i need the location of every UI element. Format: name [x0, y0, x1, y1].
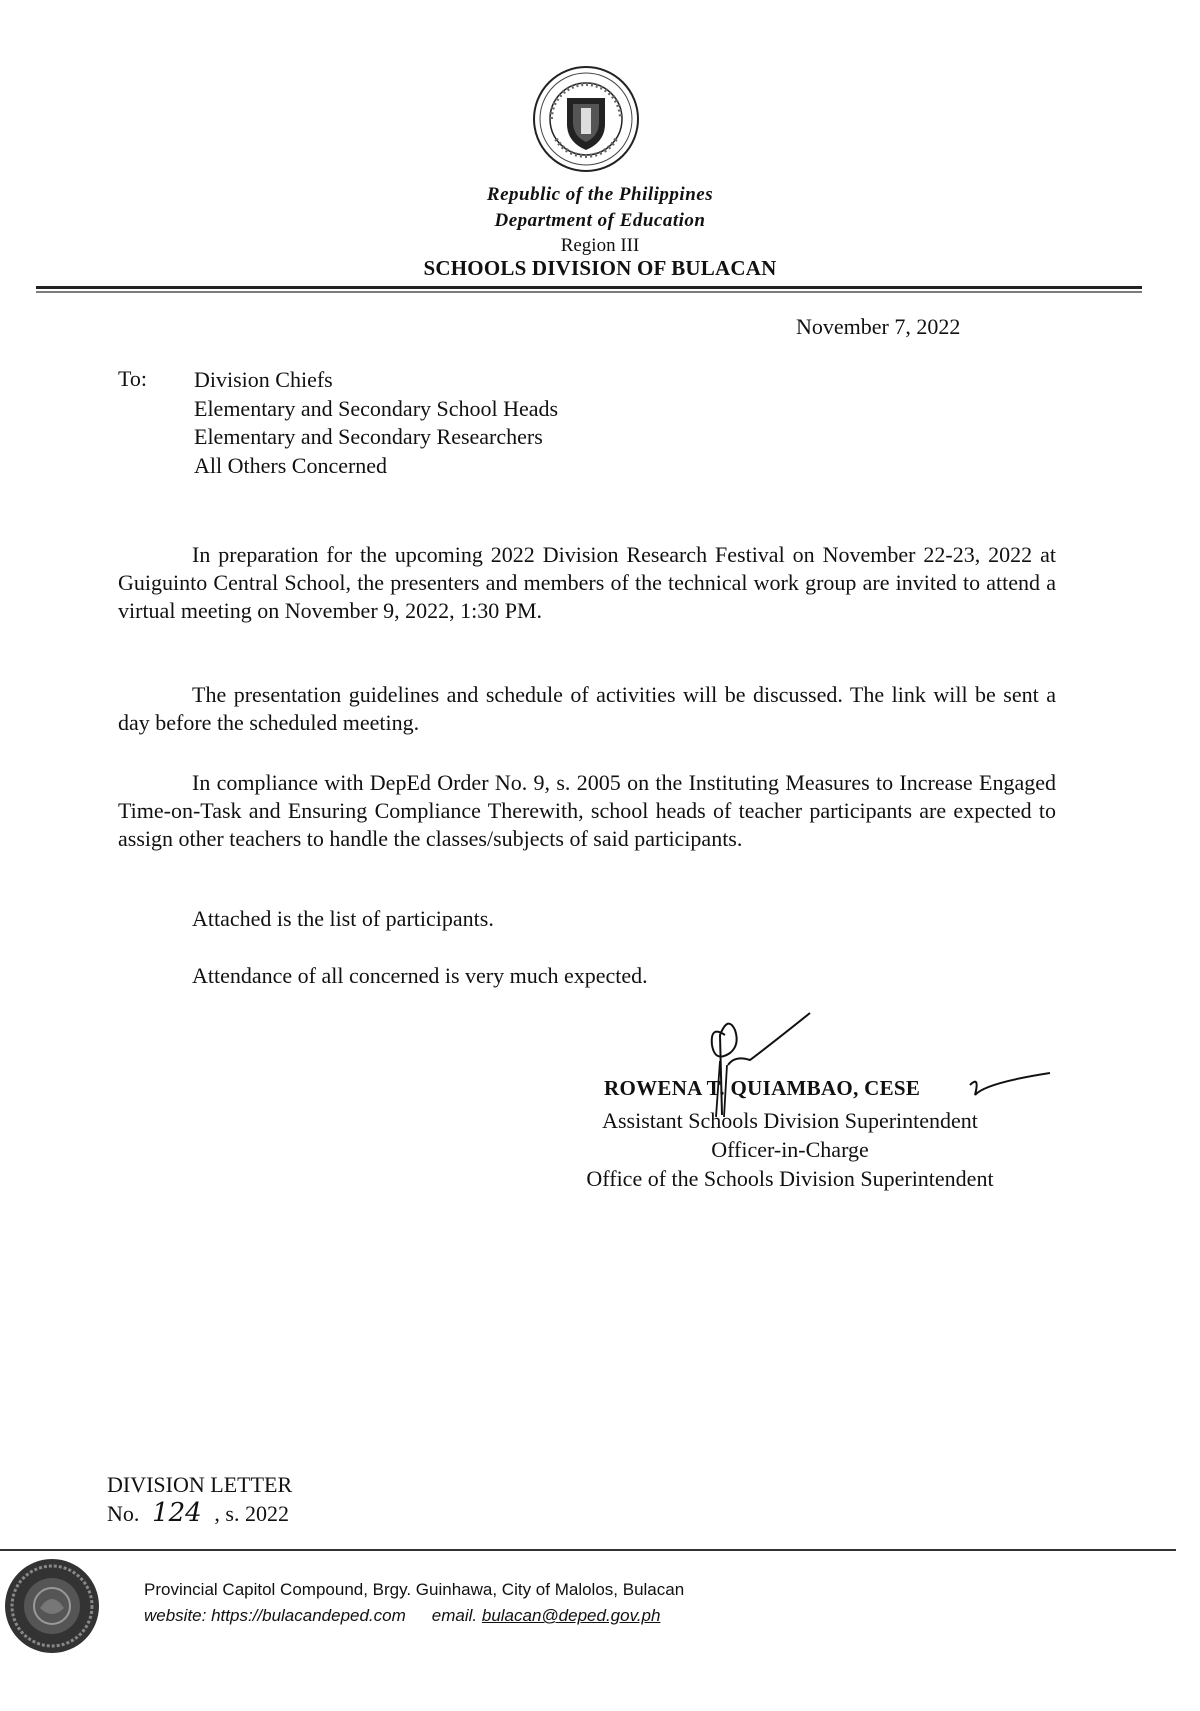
body-paragraph-guidelines: The presentation guidelines and schedule of activities will be discussed. The link will be sent a day before the scheduled meeting. [118, 682, 1056, 735]
footer-website[interactable]: website: https://bulacandeped.com [144, 1606, 406, 1625]
bulacan-seal-logo [2, 1556, 102, 1656]
deped-seal-logo [531, 64, 641, 174]
body-paragraph-attachment: Attached is the list of participants. [192, 906, 494, 931]
signatory-office: Office of the Schools Division Superintendent [586, 1166, 994, 1191]
division-letter-number: 124 [152, 1498, 202, 1528]
letterhead-department: Department of Education [494, 210, 706, 231]
footer-contact [144, 1606, 660, 1626]
signatory-name: ROWENA T. QUIAMBAO, CESE [604, 1076, 921, 1100]
footer-address: Provincial Capitol Compound, Brgy. Guinhawa, City of Malolos, Bulacan [144, 1580, 685, 1599]
division-letter-reference [107, 1471, 292, 1528]
recipient-item: All Others Concerned [194, 452, 388, 478]
letterhead-divider-secondary [36, 291, 1142, 293]
recipient-item: Elementary and Secondary Researchers [194, 424, 543, 449]
division-letter-label: DIVISION LETTER [107, 1472, 293, 1497]
signatory-title: Assistant Schools Division Superintendent [602, 1108, 978, 1133]
signatory-role: Officer-in-Charge [711, 1137, 869, 1162]
letterhead-division: SCHOOLS DIVISION OF BULACAN [423, 256, 777, 280]
letter-date: November 7, 2022 [796, 314, 961, 339]
division-letter-no-label: No. [107, 1501, 140, 1526]
body-paragraph-compliance: In compliance with DepEd Order No. 9, s. 2005 on the Instituting Measures to Increase Engaged Time-on-Task and Ensuring Compliance Therewith, school heads of teacher participants are expected to assign other teachers to handle the classes/subjects of said participants. [118, 770, 1056, 851]
division-letter-series: , s. 2022 [214, 1501, 289, 1526]
recipient-item: Division Chiefs [194, 367, 333, 392]
to-label: To: [118, 366, 148, 391]
body-paragraph-attendance: Attendance of all concerned is very much expected. [192, 963, 648, 988]
footer-divider [0, 1549, 1176, 1551]
letterhead-republic: Republic of the Philippines [486, 184, 714, 205]
body-paragraph-meeting: In preparation for the upcoming 2022 Division Research Festival on November 22-23, 2022 at Guiguinto Central School, the presenters and members of the technical work group are invited to attend a virtual meeting on November 9, 2022, 1:30 PM. [118, 542, 1056, 623]
letterhead-divider [36, 286, 1142, 289]
recipient-item: Elementary and Secondary School Heads [194, 395, 559, 421]
footer-email-label: email. [431, 1606, 478, 1625]
footer-email-link[interactable]: bulacan@deped.gov.ph [481, 1606, 661, 1625]
letterhead-region: Region III [560, 235, 640, 256]
recipient-list [194, 366, 558, 480]
